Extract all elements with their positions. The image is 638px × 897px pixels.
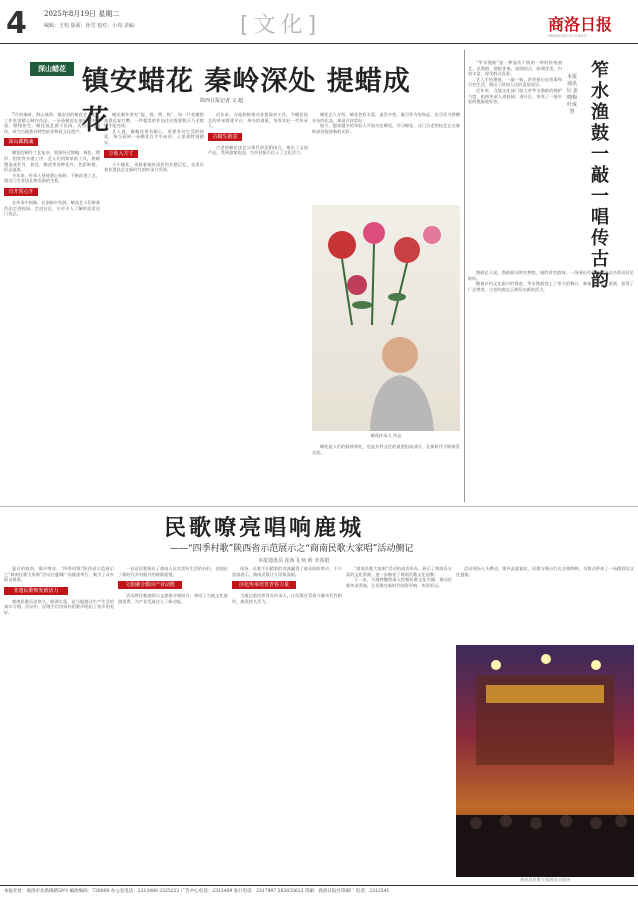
subhead: 万象入方寸 (104, 150, 138, 158)
sidebar-credit: 本报通讯员 姜晓梅 叶成慧 (566, 74, 578, 115)
page-footer: 本报社址：商洛市北新街路59号 邮政编码：726000 办公室电话：2313480 2325222 广告中心电话：2313489 发行电话：2317997 282833613 印刷：商洛日报社印刷厂 电话：2312541 (0, 885, 638, 897)
feature-byline: 陕西日报记者 文 超 (200, 98, 244, 104)
band-title: 民歌嘹亮唱响鹿城 (164, 516, 365, 541)
section-name: [文化] (240, 13, 322, 38)
stage-performance-illustration (456, 645, 634, 877)
newspaper-logo-sub: SHANGLUO DAILY (548, 33, 587, 38)
subhead: 古蜡生新意 (208, 133, 242, 141)
concert-photo (456, 645, 634, 877)
concert-photo-caption: 商南县民歌大家唱活动现场 (519, 877, 571, 882)
band-subtitle: ——“四季村歌”陕西省示范展示之“商南民歌大家唱”活动侧记 (170, 544, 414, 554)
sidebar-title: 笮水渔鼓一敲一唱传古韵 (591, 60, 609, 291)
newspaper-logo: 商洛日报 (548, 15, 613, 34)
band-byline: 本报通讯员 崔海飞 何 昕 李春娟 (258, 558, 330, 564)
page-header (0, 0, 638, 44)
feature-tag: 深山蜡花 (30, 62, 74, 76)
sidebar-column-2: 渔鼓艺人说，渔鼓唱词讲究押韵，唱腔讲究韵味，一场演出往往能吸引众多群众驻足聆听。 随着乡村文化振兴的推进，笮水渔鼓登上了更大的舞台，参加各类文艺展演，获得了广泛赞誉，古老的曲艺正焕发出新的活力。 (468, 270, 634, 292)
sidebar-column-1: “笮水渔鼓”是一种流传于陕南一带的传统曲艺，以渔鼓、简板伴奏，说唱结合，曲调优美，内容丰富，深受群众喜爱。 艺人手持渔鼓，一敲一唱，讲述着历史故事和百姓生活，唱出了陕南人民的喜怒哀乐。 近年来，当地文化部门加大对笮水渔鼓的保护力度，组织传承人进校园、进社区，培养了一批年轻的渔鼓爱好者。 (468, 60, 562, 105)
feature-headline: 镇安蜡花 秦岭深处 提蜡成花 (82, 66, 411, 136)
subhead: 深山藏精魂 (4, 138, 38, 146)
subhead: 非遗民歌焕发新活力 (4, 587, 68, 595)
page-number: 4 (6, 6, 27, 41)
band-column-2: 一首首民歌唱出了商南人民对美好生活的向往，也唱出了新时代乡村振兴的崭新面貌。 文旅融合激活产业动能 活动将民歌演唱与文旅推介相结合，带动了当地文化旅游消费，为产业发展注入了新动能。 (118, 566, 228, 604)
feature-column-1: 7月的秦岭，群山滴翠。镇安县的蜡花艺人正在工作室里精心制作作品，一朵朵蜡花在他们手中绽放，栩栩如生。蜡花技艺源于民间，历经代代相传，成为当地独具特色的非物质文化遗产。 深山藏精魂 蜡花的制作工艺复杂，需要经过熔蜡、调色、塑形、组装等多道工序。艺人们用简单的工具，将蜡塑造成牡丹、荷花、梅花等各种花卉，色彩鲜艳，形态逼真。 多年来，传承人坚持潜心钻研，不断改进工艺，使这门古老技艺焕发新的生机。 百开常心开 在传承中创新，在创新中发展。蜡花艺人们带着作品走进校园、走进社区，让更多人了解和喜爱这门技艺。 (4, 112, 100, 217)
band-column-4: “商南民歌大家唱”活动的成功举办，展示了商南县丰富的文化资源，进一步擦亮了商南民歌文化品牌。 下一步，当地将继续深入挖掘民歌文化内涵，推动民歌传承发展，让民歌在新时代唱得更响、传得更远。 (346, 566, 452, 588)
staff-line: 编辑：王恒 版面：孙雪 校对：小周 美编： (44, 23, 139, 29)
wax-flower-artisan-illustration (312, 205, 460, 431)
band-column-1: 夏日的商南，歌声嘹亮。“四季村歌”陕西省示范展示之“商南民歌大家唱”活动在鹿城广场隆重举行，吸引了众多群众观看。 非遗民歌焕发新活力 商南民歌历史悠久，曲调丰富，是当地群众生产生活的真实写照。活动中，民歌手们用质朴的歌声唱出了家乡的美好。 (4, 566, 114, 615)
band-column-3: 现场，民歌手们精彩的表演赢得了观众阵阵掌声，不少游客表示，商南民歌让人印象深刻。 活化传承培育青春力量 当地注重培养青年传承人，让民歌在青春力量中代代相传，焕发持久活力。 (232, 566, 342, 604)
band-column-5: 活动现场人头攒动，歌声此起彼伏，民歌与舞台灯光交相辉映，为群众带来了一场精彩的文化盛宴。 (456, 566, 634, 577)
feature-column-3: 近年来，当地积极推动非遗保护工作，为蜡花技艺的传承搭建平台，举办培训班，培养年轻一代传承人。 古蜡生新意 古老的蜡花技艺与现代审美相结合，推出了文创产品，受到游客欢迎，为乡村振兴注入了文化活力。 (208, 112, 308, 156)
feature-column-5: 蜡花是人们的精神寄托，也是乡村文化的重要组成部分，在新时代不断焕发光彩。 (312, 444, 460, 455)
column-rule (464, 50, 465, 502)
feature-column-4: 蜡花艺人介绍，蜡花色彩丰富，造型多变，既可作为装饰品，也可作为馈赠亲友的礼品，寓意吉祥美好。 如今，越来越多的年轻人开始关注蜡花，学习蜡花，这门古老的技艺正在秦岭深处绽放新的光彩。 (312, 112, 460, 134)
feature-photo (312, 205, 460, 431)
subhead: 文旅融合激活产业动能 (118, 581, 182, 589)
subhead: 百开常心开 (4, 188, 38, 196)
feature-column-2: 蜡花制作讲究“提、捏、剪、粘”，每一片花瓣都需要反复打磨，一件精美的作品往往需要数天乃至数周才能完成。 艺人说，做蜡花要有耐心，更要有对生活的热爱。每当看到一朵蜡花在手中成形，心里就特别踏实。 万象入方寸 小小蜡花，承载着秦岭深处的乡愁记忆，也见证着非遗技艺在新时代的传承与发展。 (104, 112, 204, 173)
subhead: 活化传承培育青春力量 (232, 581, 296, 589)
feature-photo-caption: 蜡花传承人 作品 (370, 433, 402, 438)
issue-date: 2025年8月19日 星期二 (44, 10, 120, 18)
